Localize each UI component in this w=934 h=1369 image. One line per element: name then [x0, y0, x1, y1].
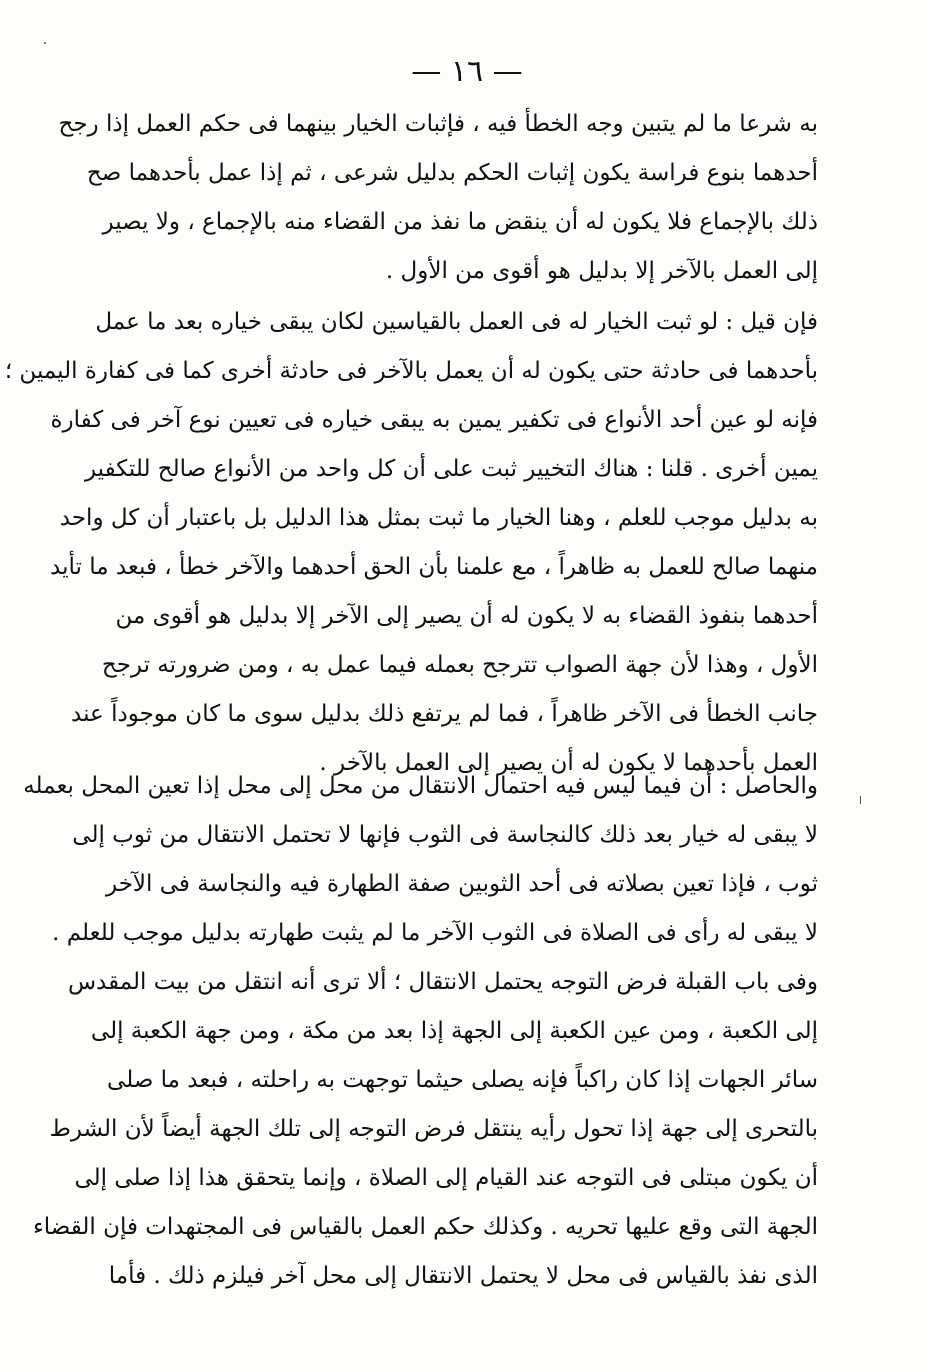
text-line: سائر الجهات إذا كان راكباً فإنه يصلى حيثما توجهت به راحلته ، فبعد ما صلى	[107, 1067, 818, 1093]
text-line: بأحدهما فى حادثة حتى يكون له أن يعمل بالآخر فى حادثة أخرى كما فى كفارة اليمين ؛	[4, 358, 818, 384]
text-line: به شرعا ما لم يتبين وجه الخطأ فيه ، فإثبات الخيار بينهما فى حكم العمل إذا رجح	[58, 111, 818, 137]
text-line: أحدهما بنوع فراسة يكون إثبات الحكم بدليل شرعى ، ثم إذا عمل بأحدهما صح	[86, 160, 818, 186]
scan-speck	[860, 796, 861, 804]
text-line: ذلك بالإجماع فلا يكون له أن ينقض ما نفذ من القضاء منه بالإجماع ، ولا يصير	[102, 209, 818, 235]
text-line: لا يبقى له خيار بعد ذلك كالنجاسة فى الثوب فإنها لا تحتمل الانتقال من ثوب إلى	[72, 822, 818, 848]
text-line: بالتحرى إلى جهة إذا تحول رأيه ينتقل فرض التوجه إلى تلك الجهة أيضاً لأن الشرط	[49, 1116, 818, 1142]
text-line: إلى العمل بالآخر إلا بدليل هو أقوى من الأول .	[385, 258, 818, 284]
text-line: به بدليل موجب للعلم ، وهنا الخيار ما ثبت بمثل هذا الدليل بل باعتبار أن كل واحد	[59, 505, 818, 531]
text-line: فإن قيل : لو ثبت الخيار له فى العمل بالقياسين لكان يبقى خياره بعد ما عمل	[95, 309, 818, 335]
text-line: الجهة التى وقع عليها تحريه . وكذلك حكم العمل بالقياس فى المجتهدات فإن القضاء	[32, 1214, 818, 1240]
scan-speck	[44, 42, 46, 44]
paragraph-3	[23, 762, 818, 1301]
text-line: الأول ، وهذا لأن جهة الصواب تترجح بعمله فيما عمل به ، ومن ضرورته ترجح	[101, 652, 818, 678]
text-line: جانب الخطأ فى الآخر ظاهراً ، فما لم يرتفع ذلك بدليل سوى ما كان موجوداً عند	[71, 701, 818, 727]
text-line: أحدهما بنفوذ القضاء به لا يكون له أن يصير إلى الآخر إلا بدليل هو أقوى من	[115, 603, 818, 629]
paragraph-2	[4, 298, 818, 788]
text-line: إلى الكعبة ، ومن عين الكعبة إلى الجهة إذا بعد من مكة ، ومن جهة الكعبة إلى	[90, 1018, 818, 1044]
paragraph-1	[58, 100, 818, 296]
text-line: وفى باب القبلة فرض التوجه يحتمل الانتقال ؛ ألا ترى أنه انتقل من بيت المقدس	[67, 969, 818, 995]
text-line: أن يكون مبتلى فى التوجه عند القيام إلى الصلاة ، وإنما يتحقق هذا إذا صلى إلى	[74, 1165, 818, 1191]
text-line: فإنه لو عين أحد الأنواع فى تكفير يمين به يبقى خياره فى تعيين نوع آخر فى كفارة	[50, 407, 818, 433]
text-line: والحاصل : أن فيما ليس فيه احتمال الانتقال من محل إلى محل إذا تعين المحل بعمله	[23, 773, 818, 799]
text-line: منهما صالح للعمل به ظاهراً ، مع علمنا بأن الحق أحدهما والآخر خطأ ، فبعد ما تأيد	[50, 554, 818, 580]
page-number: — ١٦ —	[411, 54, 523, 89]
text-line: الذى نفذ بالقياس فى محل لا يحتمل الانتقال إلى محل آخر فيلزم ذلك . فأما	[108, 1263, 818, 1289]
text-line: العمل بأحدهما لا يكون له أن يصير إلى العمل بالآخر .	[319, 750, 818, 776]
text-line: لا يبقى له رأى فى الصلاة فى الثوب الآخر ما لم يثبت طهارته بدليل موجب للعلم .	[52, 920, 818, 946]
text-line: يمين أخرى . قلنا : هناك التخيير ثبت على أن كل واحد من الأنواع صالح للتكفير	[84, 456, 818, 482]
text-line: ثوب ، فإذا تعين بصلاته فى أحد الثوبين صفة الطهارة فيه والنجاسة فى الآخر	[106, 871, 818, 897]
